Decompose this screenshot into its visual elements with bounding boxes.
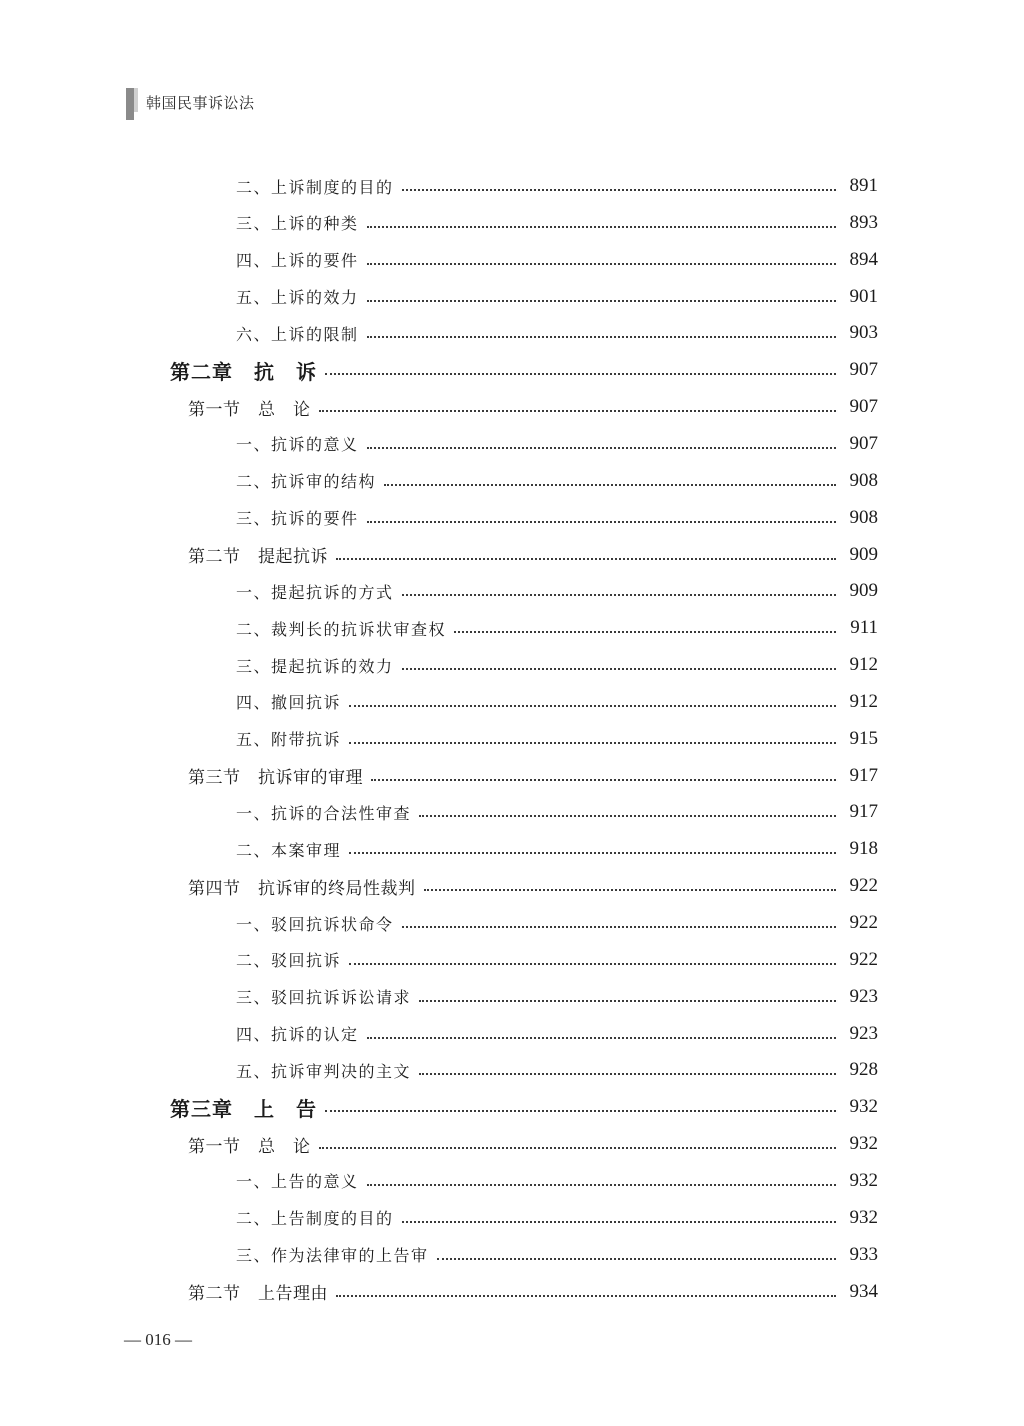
toc-entry-title: 第二章 抗 诉 (170, 359, 317, 384)
dot-leader (336, 558, 836, 560)
toc-entry-page-number: 932 (849, 1206, 878, 1228)
dot-leader (371, 779, 836, 781)
toc-entry-title: 一、抗诉的合法性审查 (236, 803, 412, 823)
toc-entry-section[interactable] (188, 1126, 878, 1162)
toc-entry-title: 第一节 总 论 (188, 1136, 311, 1157)
toc-entry-page-number: 917 (849, 801, 878, 823)
toc-entry-section[interactable] (188, 1274, 878, 1310)
page-number: — 016 — (124, 1330, 192, 1349)
toc-entry-item[interactable] (236, 205, 878, 241)
toc-entry-page-number: 928 (849, 1059, 878, 1081)
toc-entry-item[interactable] (236, 242, 878, 278)
toc-entry-chapter[interactable] (170, 1089, 878, 1125)
toc-entry-title: 四、撤回抗诉 (236, 693, 342, 713)
toc-entry-section[interactable] (188, 389, 878, 425)
header-bar-shade-decoration (134, 88, 138, 112)
toc-entry-item[interactable] (236, 942, 878, 978)
toc-entry-item[interactable] (236, 979, 878, 1015)
toc-entry-page-number: 909 (849, 543, 878, 565)
toc-entry-title: 三、作为法律审的上告审 (236, 1246, 429, 1266)
dot-leader (367, 447, 836, 449)
toc-entry-item[interactable] (236, 1163, 878, 1199)
toc-entry-title: 五、抗诉审判决的主文 (236, 1061, 412, 1081)
toc-entry-page-number: 893 (849, 211, 878, 233)
toc-entry-title: 四、抗诉的认定 (236, 1025, 359, 1045)
toc-entry-item[interactable] (236, 1237, 878, 1273)
toc-entry-page-number: 915 (849, 727, 878, 749)
toc-entry-page-number: 907 (849, 359, 878, 381)
toc-entry-page-number: 922 (849, 875, 878, 897)
dot-leader (336, 1295, 836, 1297)
dot-leader (325, 1110, 836, 1112)
toc-entry-item[interactable] (236, 500, 878, 536)
toc-entry-title: 二、驳回抗诉 (236, 951, 342, 971)
toc-entry-item[interactable] (236, 721, 878, 757)
toc-entry-page-number: 907 (849, 396, 878, 418)
toc-entry-page-number: 918 (849, 838, 878, 860)
toc-entry-item[interactable] (236, 279, 878, 315)
toc-entry-page-number: 908 (849, 469, 878, 491)
dot-leader (367, 263, 836, 265)
toc-entry-title: 三、抗诉的要件 (236, 509, 359, 529)
toc-entry-title: 一、驳回抗诉状命令 (236, 914, 394, 934)
toc-entry-title: 一、提起抗诉的方式 (236, 582, 394, 602)
toc-entry-item[interactable] (236, 647, 878, 683)
toc-entry-page-number: 894 (849, 248, 878, 270)
toc-entry-title: 二、上告制度的目的 (236, 1209, 394, 1229)
header-bar-decoration (126, 88, 134, 120)
toc-entry-page-number: 912 (849, 654, 878, 676)
toc-entry-page-number: 932 (849, 1133, 878, 1155)
dot-leader (454, 631, 836, 633)
dot-leader (402, 1221, 836, 1223)
dot-leader (419, 1000, 836, 1002)
toc-entry-page-number: 908 (849, 506, 878, 528)
toc-entry-item[interactable] (236, 905, 878, 941)
toc-entry-page-number: 922 (849, 912, 878, 933)
toc-entry-item[interactable] (236, 463, 878, 499)
dot-leader (367, 1037, 836, 1039)
dot-leader (384, 484, 836, 486)
dot-leader (367, 521, 836, 523)
dot-leader (319, 410, 837, 412)
toc-entry-title: 第二节 上告理由 (188, 1284, 328, 1304)
dot-leader (437, 1258, 836, 1260)
toc-entry-title: 第一节 总 论 (188, 399, 311, 420)
toc-entry-section[interactable] (188, 758, 878, 794)
toc-entry-section[interactable] (188, 537, 878, 573)
toc-entry-page-number: 923 (849, 1022, 878, 1044)
toc-entry-chapter[interactable] (170, 352, 878, 388)
toc-entry-page-number: 909 (849, 580, 878, 602)
dot-leader (419, 1073, 836, 1075)
toc-entry-section[interactable] (188, 868, 878, 904)
toc-entry-title: 六、上诉的限制 (236, 324, 359, 344)
toc-entry-title: 五、附带抗诉 (236, 730, 342, 750)
toc-entry-title: 一、上告的意义 (236, 1172, 359, 1192)
dot-leader (367, 300, 836, 302)
dot-leader (349, 742, 836, 744)
toc-entry-title: 四、上诉的要件 (236, 251, 359, 271)
toc-entry-title: 第四节 抗诉审的终局性裁判 (188, 878, 416, 899)
dot-leader (349, 705, 836, 707)
toc-entry-item[interactable] (236, 573, 878, 609)
toc-entry-item[interactable] (236, 1200, 878, 1236)
dot-leader (325, 373, 836, 375)
toc-entry-item[interactable] (236, 1016, 878, 1052)
toc-entry-page-number: 891 (849, 175, 878, 196)
toc-entry-page-number: 922 (849, 948, 878, 970)
dot-leader (402, 594, 836, 596)
toc-entry-item[interactable] (236, 1052, 878, 1088)
dot-leader (367, 1184, 836, 1186)
dot-leader (402, 926, 836, 928)
dot-leader (419, 815, 836, 817)
dot-leader (349, 852, 836, 854)
dot-leader (402, 189, 836, 191)
toc-entry-title: 二、抗诉审的结构 (236, 472, 377, 492)
toc-entry-page-number: 933 (849, 1243, 878, 1265)
toc-entry-title: 二、本案审理 (236, 840, 342, 860)
dot-leader (402, 668, 836, 670)
toc-entry-page-number: 932 (849, 1096, 878, 1118)
toc-entry-page-number: 932 (849, 1169, 878, 1191)
toc-entry-item[interactable] (236, 426, 878, 462)
toc-entry-title: 第二节 提起抗诉 (188, 547, 328, 567)
toc-entry-title: 第三节 抗诉审的审理 (188, 768, 363, 789)
toc-entry-item[interactable] (236, 684, 878, 720)
toc-entry-page-number: 923 (849, 985, 878, 1007)
toc-entry-page-number: 917 (849, 764, 878, 786)
toc-entry-page-number: 934 (849, 1280, 878, 1302)
toc-entry-title: 五、上诉的效力 (236, 288, 359, 308)
dot-leader (319, 1147, 837, 1149)
toc-entry-item[interactable] (236, 794, 878, 830)
book-title: 韩国民事诉讼法 (146, 94, 255, 112)
toc-entry-page-number: 901 (849, 285, 878, 307)
toc-entry-item[interactable] (236, 315, 878, 351)
toc-entry-title: 三、上诉的种类 (236, 214, 359, 234)
toc-entry-title: 第三章 上 告 (170, 1096, 317, 1121)
toc-entry-page-number: 911 (850, 617, 878, 639)
toc-entry-item[interactable] (236, 168, 878, 204)
dot-leader (367, 226, 836, 228)
toc-entry-item[interactable] (236, 831, 878, 867)
toc-entry-page-number: 912 (849, 690, 878, 712)
toc-entry-page-number: 903 (849, 322, 878, 344)
toc-entry-title: 二、裁判长的抗诉状审查权 (236, 619, 447, 639)
toc-entry-title: 二、上诉制度的目的 (236, 177, 394, 197)
dot-leader (349, 963, 836, 965)
toc-entry-page-number: 907 (849, 432, 878, 454)
toc-entry-title: 三、驳回抗诉诉讼请求 (236, 988, 412, 1008)
toc-entry-title: 三、提起抗诉的效力 (236, 656, 394, 676)
dot-leader (367, 336, 836, 338)
toc-entry-title: 一、抗诉的意义 (236, 435, 359, 455)
dot-leader (424, 889, 837, 891)
toc-entry-item[interactable] (236, 610, 878, 646)
